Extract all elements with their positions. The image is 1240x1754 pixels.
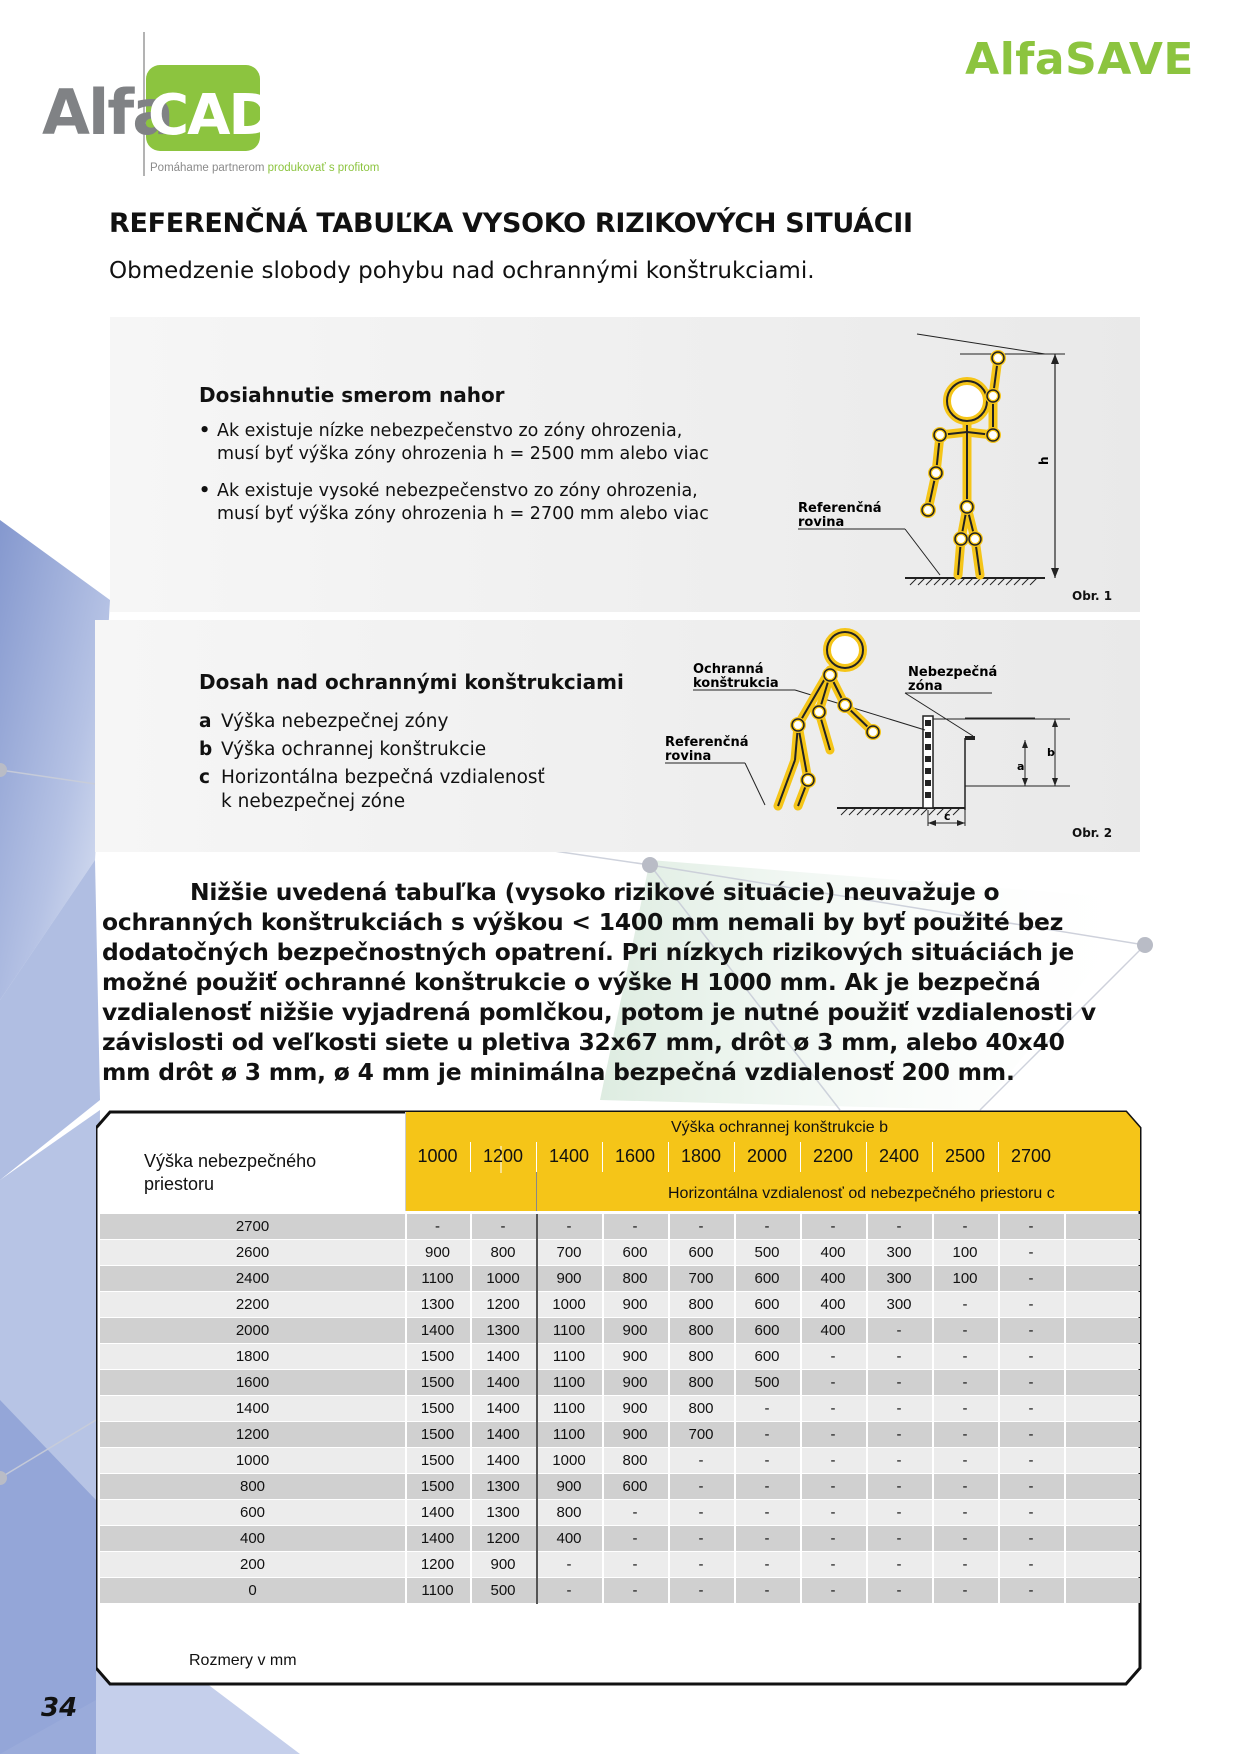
header-divider <box>405 1112 406 1211</box>
column-header: 2400 <box>878 1146 920 1166</box>
table-cell: 300 <box>886 1296 912 1313</box>
header-divider <box>932 1142 933 1172</box>
table-cell: - <box>632 1218 638 1235</box>
panel-heading: Dosah nad ochrannými konštrukciami <box>199 670 624 694</box>
table-cell: 1100 <box>421 1270 454 1287</box>
table-cell: - <box>1028 1400 1034 1417</box>
row-height-cell: 400 <box>239 1530 266 1547</box>
table-cell: 800 <box>688 1348 714 1365</box>
table-cell: - <box>830 1426 836 1443</box>
column-divider <box>405 1214 407 1604</box>
row-height-cell: 600 <box>239 1504 266 1521</box>
table-cell: - <box>896 1504 902 1521</box>
row-height-cell: 2000 <box>235 1322 270 1339</box>
row-height-cell: 2700 <box>235 1218 270 1235</box>
table-cell: 1400 <box>420 1504 455 1521</box>
table-cell: - <box>830 1530 836 1547</box>
table-cell: - <box>1028 1582 1034 1599</box>
table-cell: - <box>962 1530 968 1547</box>
table-cell: 1500 <box>420 1452 455 1469</box>
table-cell: - <box>1028 1322 1034 1339</box>
table-cell: - <box>962 1296 968 1313</box>
table-cell: - <box>1028 1426 1034 1443</box>
table-cell: 1300 <box>486 1504 520 1521</box>
table-cell: 900 <box>490 1556 516 1573</box>
column-divider <box>536 1214 538 1604</box>
table-cell: - <box>764 1582 770 1599</box>
table-cell: 600 <box>754 1270 780 1287</box>
column-header: 1400 <box>548 1146 590 1166</box>
table-cell: - <box>962 1452 968 1469</box>
table-cell: 1200 <box>420 1556 455 1573</box>
table-cell: - <box>698 1504 704 1521</box>
table-cell: - <box>1028 1478 1034 1495</box>
table-cell: 100 <box>952 1270 978 1287</box>
table-cell: 900 <box>622 1296 648 1313</box>
row-height-cell: 1000 <box>235 1452 270 1469</box>
svg-text:Referenčná: Referenčná <box>665 735 749 750</box>
table-cell: 800 <box>688 1296 714 1313</box>
table-cell: - <box>632 1530 638 1547</box>
table-cell: 700 <box>688 1270 714 1287</box>
table-cell: - <box>830 1582 836 1599</box>
table-cell: 400 <box>820 1296 846 1313</box>
table-cell: 1000 <box>486 1270 520 1287</box>
row-height-cell: 2200 <box>235 1296 270 1313</box>
table-cell: 700 <box>556 1244 582 1261</box>
table-cell: 300 <box>886 1270 912 1287</box>
table-cell: 1300 <box>420 1296 455 1313</box>
list-item: a Výška nebezpečnej zóny <box>199 711 449 732</box>
svg-text:Ochranná: Ochranná <box>693 662 764 677</box>
svg-text:Nebezpečná: Nebezpečná <box>908 665 998 680</box>
table-cell: 400 <box>556 1530 582 1547</box>
table-cell: - <box>632 1556 638 1573</box>
page-number: 34 <box>41 1693 78 1723</box>
column-header: 1200 <box>482 1146 524 1166</box>
svg-text:Referenčná: Referenčná <box>798 501 882 516</box>
column-divider <box>470 1214 472 1604</box>
table-cell: 800 <box>688 1322 714 1339</box>
table-cell: 1400 <box>486 1374 520 1391</box>
row-height-cell: 1200 <box>235 1426 270 1443</box>
header-divider <box>536 1142 537 1172</box>
table-cell: - <box>1028 1218 1034 1235</box>
column-divider <box>602 1214 604 1604</box>
table-cell: - <box>896 1400 902 1417</box>
table-cell: 1300 <box>486 1322 520 1339</box>
table-cell: 800 <box>622 1452 648 1469</box>
table-cell: - <box>764 1478 770 1495</box>
table-cell: - <box>1028 1348 1034 1365</box>
table-cell: - <box>830 1348 836 1365</box>
table-cell: 600 <box>754 1322 780 1339</box>
table-cell: 900 <box>622 1322 648 1339</box>
intro-paragraph: Nižšie uvedená tabuľka (vysoko rizikové situácie) neuvažuje o ochranných konštrukciách s výškou < 1400 mm nemali by byť použité bez dodatočných bezpečnostných opatrení. Pri nízkych rizikových situáciách je možné použiť ochranné konštrukcie o výške H 1000 mm. Ak je bezpečná vzdialenosť nižšie vyjadrená pomlčkou, potom je nutné použiť vzdialenosti v závislosti od veľkosti siete u pletiva 32x67 mm, drôt ø 3 mm, alebo 40x40 mm drôt ø 3 mm, ø 4 mm je minimálna bezpečná vzdialenosť 200 mm. <box>102 878 1096 1086</box>
table-cell: - <box>1028 1270 1034 1287</box>
row-height-cell: 800 <box>239 1478 266 1495</box>
table-cell: 300 <box>886 1244 912 1261</box>
row-height-cell: 0 <box>248 1582 257 1599</box>
svg-text:a: a <box>1017 760 1025 773</box>
header-divider <box>866 1142 867 1172</box>
panel-reach-upward <box>110 317 1140 612</box>
table-cell: 1200 <box>486 1530 520 1547</box>
table-cell: 900 <box>556 1478 582 1495</box>
row-height-cell: 1600 <box>235 1374 270 1391</box>
table-cell: - <box>698 1218 704 1235</box>
table-cell: - <box>830 1504 836 1521</box>
header-divider <box>470 1142 471 1172</box>
alfacad-logo <box>40 30 380 180</box>
table-cell: 1000 <box>552 1296 586 1313</box>
figure-caption: Obr. 1 <box>1072 589 1113 603</box>
table-cell: 600 <box>754 1296 780 1313</box>
table-cell: 900 <box>622 1374 648 1391</box>
row-height-cell: 2400 <box>235 1270 270 1287</box>
table-cell: - <box>1028 1374 1034 1391</box>
alfasave-brand: AlfaSAVE <box>965 34 1194 85</box>
table-cell: 900 <box>424 1244 451 1261</box>
table-cell: 800 <box>688 1374 714 1391</box>
table-cell: - <box>566 1582 572 1599</box>
table-cell: 1100 <box>552 1322 586 1339</box>
table-cell: 900 <box>556 1270 582 1287</box>
table-cell: - <box>830 1374 836 1391</box>
table-cell: 1100 <box>552 1400 586 1417</box>
table-cell: 600 <box>622 1478 648 1495</box>
logo-tagline: Pomáhame partnerom produkovať s profitom <box>150 162 380 174</box>
table-cell: - <box>962 1400 968 1417</box>
table-cell: - <box>962 1374 968 1391</box>
table-cell: - <box>764 1400 770 1417</box>
units-note: Rozmery v mm <box>189 1652 297 1669</box>
table-cell: - <box>896 1218 902 1235</box>
table-cell: 1500 <box>420 1478 455 1495</box>
table-cell: 600 <box>754 1348 780 1365</box>
table-cell: 700 <box>688 1426 714 1443</box>
figure-2-reaching-over-barrier <box>95 620 1140 852</box>
logo-text-alfa: Alfa <box>42 76 173 149</box>
table-cell: - <box>1028 1530 1034 1547</box>
table-cell: 1400 <box>486 1348 520 1365</box>
svg-text:rovina: rovina <box>665 749 712 764</box>
row-height-cell: 1400 <box>235 1400 270 1417</box>
list-item: c Horizontálna bezpečná vzdialenosť k nebezpečnej zóne <box>199 767 545 812</box>
table-cell: - <box>896 1322 902 1339</box>
panel-heading: Dosiahnutie smerom nahor <box>199 383 505 407</box>
table-cell: - <box>1028 1556 1034 1573</box>
table-cell: - <box>764 1504 770 1521</box>
table-cell: - <box>1028 1244 1034 1261</box>
table-cell: - <box>896 1478 902 1495</box>
column-header: 2000 <box>746 1146 788 1166</box>
column-divider <box>1064 1214 1066 1604</box>
column-divider <box>734 1214 736 1604</box>
table-cell: 400 <box>820 1244 846 1261</box>
column-header: 1000 <box>417 1146 458 1166</box>
table-cell: - <box>962 1556 968 1573</box>
table-cell: - <box>1028 1452 1034 1469</box>
table-cell: - <box>764 1218 770 1235</box>
figure-1-reaching-person <box>110 317 1140 612</box>
table-cell: 1400 <box>486 1400 520 1417</box>
header-divider <box>668 1142 669 1172</box>
table-cell: 800 <box>622 1270 648 1287</box>
table-cell: - <box>698 1556 704 1573</box>
table-cell: 600 <box>622 1244 648 1261</box>
table-cell: - <box>896 1426 902 1443</box>
table-cell: 1100 <box>552 1426 586 1443</box>
table-cell: 100 <box>952 1244 978 1261</box>
table-cell: - <box>435 1218 440 1235</box>
figure-caption: Obr. 2 <box>1072 826 1113 840</box>
table-cell: - <box>830 1452 836 1469</box>
table-cell: 1100 <box>552 1348 586 1365</box>
bullet-dot-icon: • <box>199 481 211 501</box>
table-cell: - <box>764 1530 770 1547</box>
column-header: 1800 <box>680 1146 722 1166</box>
svg-text:konštrukcia: konštrukcia <box>693 676 779 691</box>
column-divider <box>998 1214 1000 1604</box>
table-cell: - <box>962 1348 968 1365</box>
panel-reach-over-structures <box>95 620 1140 852</box>
row-height-cell: 1800 <box>235 1348 270 1365</box>
table-cell: - <box>764 1452 770 1469</box>
svg-text:h: h <box>1037 456 1051 465</box>
table-cell: 900 <box>622 1400 648 1417</box>
table-cell: 900 <box>622 1348 648 1365</box>
logo-text-cad: CAD <box>148 83 273 148</box>
table-cell: - <box>962 1478 968 1495</box>
row-height-cell: 2600 <box>235 1244 270 1261</box>
column-divider <box>866 1214 868 1604</box>
table-cell: 1200 <box>486 1296 520 1313</box>
table-cell: 900 <box>622 1426 648 1443</box>
table-cell: - <box>962 1582 968 1599</box>
table-cell: - <box>896 1348 902 1365</box>
list-item: b Výška ochrannej konštrukcie <box>199 739 487 760</box>
svg-text:b: b <box>1047 746 1055 759</box>
table-cell: - <box>830 1478 836 1495</box>
table-cell: 800 <box>490 1244 516 1261</box>
column-divider <box>668 1214 670 1604</box>
table-cell: 1400 <box>420 1530 455 1547</box>
column-divider <box>932 1214 934 1604</box>
bullet-item: • Ak existuje nízke nebezpečenstvo zo zóny ohrozenia, musí byť výška zóny ohrozenia h = 2500 mm alebo viac <box>199 421 709 464</box>
table-cell: 1400 <box>420 1322 455 1339</box>
table-cell: - <box>896 1374 902 1391</box>
header-divider <box>602 1142 603 1172</box>
table-cell: 400 <box>820 1270 846 1287</box>
table-cell: 1500 <box>420 1426 455 1443</box>
page-subtitle: Obmedzenie slobody pohybu nad ochrannými konštrukciami. <box>109 258 815 284</box>
table-cell: 400 <box>820 1322 846 1339</box>
table-cell: - <box>896 1582 902 1599</box>
svg-text:c: c <box>944 810 951 823</box>
table-cell: - <box>500 1218 506 1235</box>
table-cell: - <box>1028 1296 1034 1313</box>
page-title: REFERENČNÁ TABUĽKA VYSOKO RIZIKOVÝCH SITUÁCII <box>109 208 913 239</box>
table-cell: 1300 <box>486 1478 520 1495</box>
table-cell: - <box>830 1400 836 1417</box>
table-cell: 1400 <box>486 1426 520 1443</box>
table-cell: - <box>896 1452 902 1469</box>
table-cell: - <box>698 1530 704 1547</box>
bullet-dot-icon: • <box>199 421 211 441</box>
column-group-title: Výška ochrannej konštrukcie b <box>671 1119 888 1136</box>
table-cell: 500 <box>490 1582 516 1599</box>
table-cell: 1500 <box>420 1348 455 1365</box>
row-height-cell: 200 <box>239 1556 266 1573</box>
column-header: 2500 <box>944 1146 986 1166</box>
table-cell: - <box>830 1218 836 1235</box>
table-cell: - <box>896 1530 902 1547</box>
table-cell: - <box>566 1556 572 1573</box>
column-header: 2700 <box>1010 1146 1052 1166</box>
column-header: 2200 <box>812 1146 854 1166</box>
table-cell: 800 <box>688 1400 714 1417</box>
reference-table <box>96 1110 1144 1686</box>
column-divider <box>800 1214 802 1604</box>
table-cell: - <box>566 1218 572 1235</box>
column-subtitle: Horizontálna vzdialenosť od nebezpečného priestoru c <box>668 1185 1055 1202</box>
table-cell: 1500 <box>420 1374 455 1391</box>
table-cell: - <box>830 1556 836 1573</box>
header-divider <box>536 1172 537 1211</box>
table-cell: - <box>698 1582 704 1599</box>
table-cell: 1000 <box>552 1452 586 1469</box>
table-cell: - <box>962 1504 968 1521</box>
table-cell: 1400 <box>486 1452 520 1469</box>
table-cell: - <box>632 1504 638 1521</box>
table-cell: 500 <box>754 1244 780 1261</box>
bullet-item: • Ak existuje vysoké nebezpečenstvo zo zóny ohrozenia, musí byť výška zóny ohrozenia h = 2700 mm alebo viac <box>199 481 709 524</box>
table-cell: - <box>962 1322 968 1339</box>
table-cell: 1100 <box>421 1582 454 1599</box>
table-cell: 600 <box>688 1244 714 1261</box>
column-header: 1600 <box>614 1146 656 1166</box>
table-cell: - <box>1028 1504 1034 1521</box>
header-divider <box>800 1142 801 1172</box>
table-cell: 800 <box>556 1504 582 1521</box>
table-cell: - <box>698 1478 704 1495</box>
header-divider <box>734 1142 735 1172</box>
header-divider <box>998 1142 999 1172</box>
table-row-header: Výška nebezpečného priestoru <box>144 1151 317 1194</box>
table-cell: - <box>632 1582 638 1599</box>
table-cell: - <box>962 1218 968 1235</box>
table-cell: 1100 <box>552 1374 586 1391</box>
svg-text:zóna: zóna <box>908 679 943 694</box>
svg-text:rovina: rovina <box>798 515 845 530</box>
table-cell: - <box>962 1426 968 1443</box>
table-cell: - <box>764 1426 770 1443</box>
table-cell: 1500 <box>420 1400 455 1417</box>
table-cell: - <box>764 1556 770 1573</box>
table-cell: 500 <box>754 1374 780 1391</box>
table-cell: - <box>896 1556 902 1573</box>
table-cell: - <box>698 1452 704 1469</box>
